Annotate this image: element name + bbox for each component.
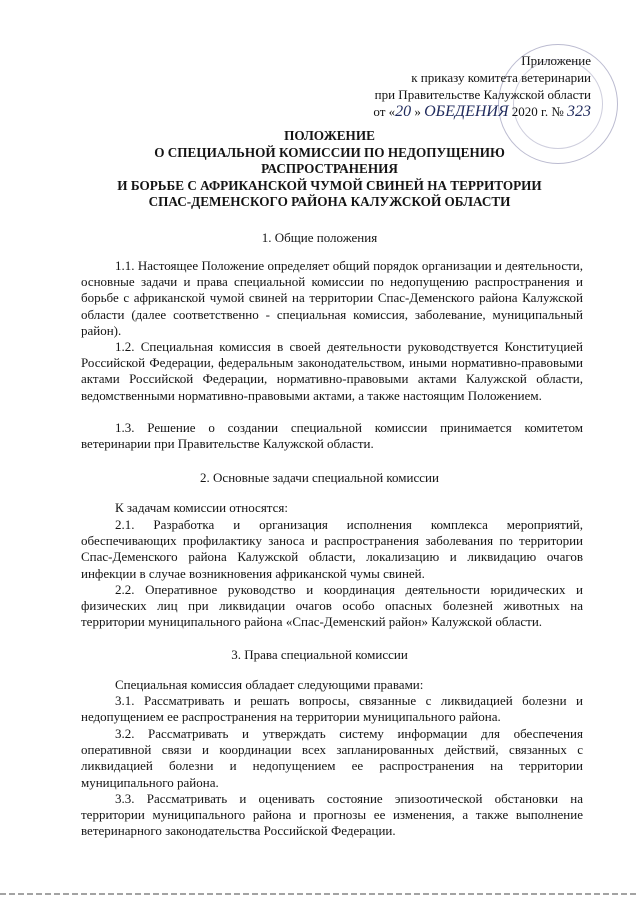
- header-date-line: от «20 » ОБЕДЕНИЯ 2020 г. № 323: [373, 103, 591, 120]
- title-line-1: ПОЛОЖЕНИЕ: [284, 128, 375, 143]
- date-day: 20: [395, 103, 412, 120]
- date-year: 2020 г. №: [511, 104, 564, 119]
- paragraph-3-1: 3.1. Рассматривать и решать вопросы, связанные с ликвидацией болезни и недопущением ее распространения на территории муниципального района.: [81, 693, 583, 725]
- section-title-3: 3. Права специальной комиссии: [231, 647, 408, 662]
- scan-edge-line: [0, 893, 639, 895]
- paragraph-3-0: Специальная комиссия обладает следующими правами:: [115, 677, 424, 692]
- paragraph-2-2: 2.2. Оперативное руководство и координация деятельности юридических и физических лиц при ликвидации очагов особо опасных болезней животных на территории муниципального района «Спас-Деменский район» Калужской области.: [81, 582, 583, 630]
- paragraph-3-2: 3.2. Рассматривать и утверждать систему информации для обеспечения оперативной связи и координации всех запланированных действий, связанных с ликвидацией болезни и недопущением ее распространения на территории муниципального района.: [81, 726, 583, 790]
- title-line-4: И БОРЬБЕ С АФРИКАНСКОЙ ЧУМОЙ СВИНЕЙ НА ТЕРРИТОРИИ: [117, 177, 542, 193]
- header-government: при Правительстве Калужской области: [374, 87, 591, 102]
- section-title-1: 1. Общие положения: [261, 230, 378, 245]
- paragraph-2-1: 2.1. Разработка и организация исполнения комплекса мероприятий, обеспечивающих профилактику заноса и распространения заболевания по территории Спас-Деменского района Калужской области, локализацию и ликвидацию очагов инфекции в случае возникновения африканской чумы свиней.: [81, 517, 583, 581]
- title-line-5: СПАС-ДЕМЕНСКОГО РАЙОНА КАЛУЖСКОЙ ОБЛАСТИ: [148, 194, 511, 209]
- paragraph-3-3: 3.3. Рассматривать и оценивать состояние эпизоотической обстановки на территории муниципального района и прогнозы ее изменения, а также выполнение ветеринарного законодательства Российской Федерации.: [81, 791, 583, 839]
- title-line-3: РАСПРОСТРАНЕНИЯ: [261, 161, 398, 176]
- paragraph-1-2: 1.2. Специальная комиссия в своей деятельности руководствуется Конституцией Российской Федерации, федеральным законодательством, иными нормативно-правовыми актами Российской Федерации, нормативно-правовыми актами Калужской области, ведомственными нормативно-правовыми актами, а также настоящим Положением.: [81, 339, 583, 403]
- paragraph-1-3: 1.3. Решение о создании специальной комиссии принимается комитетом ветеринарии при Правительстве Калужской области.: [81, 420, 583, 452]
- document-header: [321, 52, 591, 120]
- date-prefix: от «: [373, 104, 396, 119]
- paragraph-2-0: К задачам комиссии относятся:: [115, 500, 289, 515]
- header-appendix: Приложение: [521, 53, 591, 68]
- header-order: к приказу комитета ветеринарии: [411, 70, 591, 85]
- document-title: [90, 128, 569, 211]
- title-line-2: О СПЕЦИАЛЬНОЙ КОМИССИИ ПО НЕДОПУЩЕНИЮ: [154, 144, 505, 160]
- section-title-2: 2. Основные задачи специальной комиссии: [200, 470, 439, 485]
- paragraph-1-1: 1.1. Настоящее Положение определяет общий порядок организации и деятельности, основные задачи и права специальной комиссии по недопущению распространения и борьбе с африканской чумой свиней на территории Спас-Деменского района Калужской области (далее соответственно - специальная комиссия, заболевание, муниципальный район).: [81, 258, 583, 338]
- order-number: 323: [567, 103, 591, 120]
- date-month: ОБЕДЕНИЯ: [424, 103, 509, 120]
